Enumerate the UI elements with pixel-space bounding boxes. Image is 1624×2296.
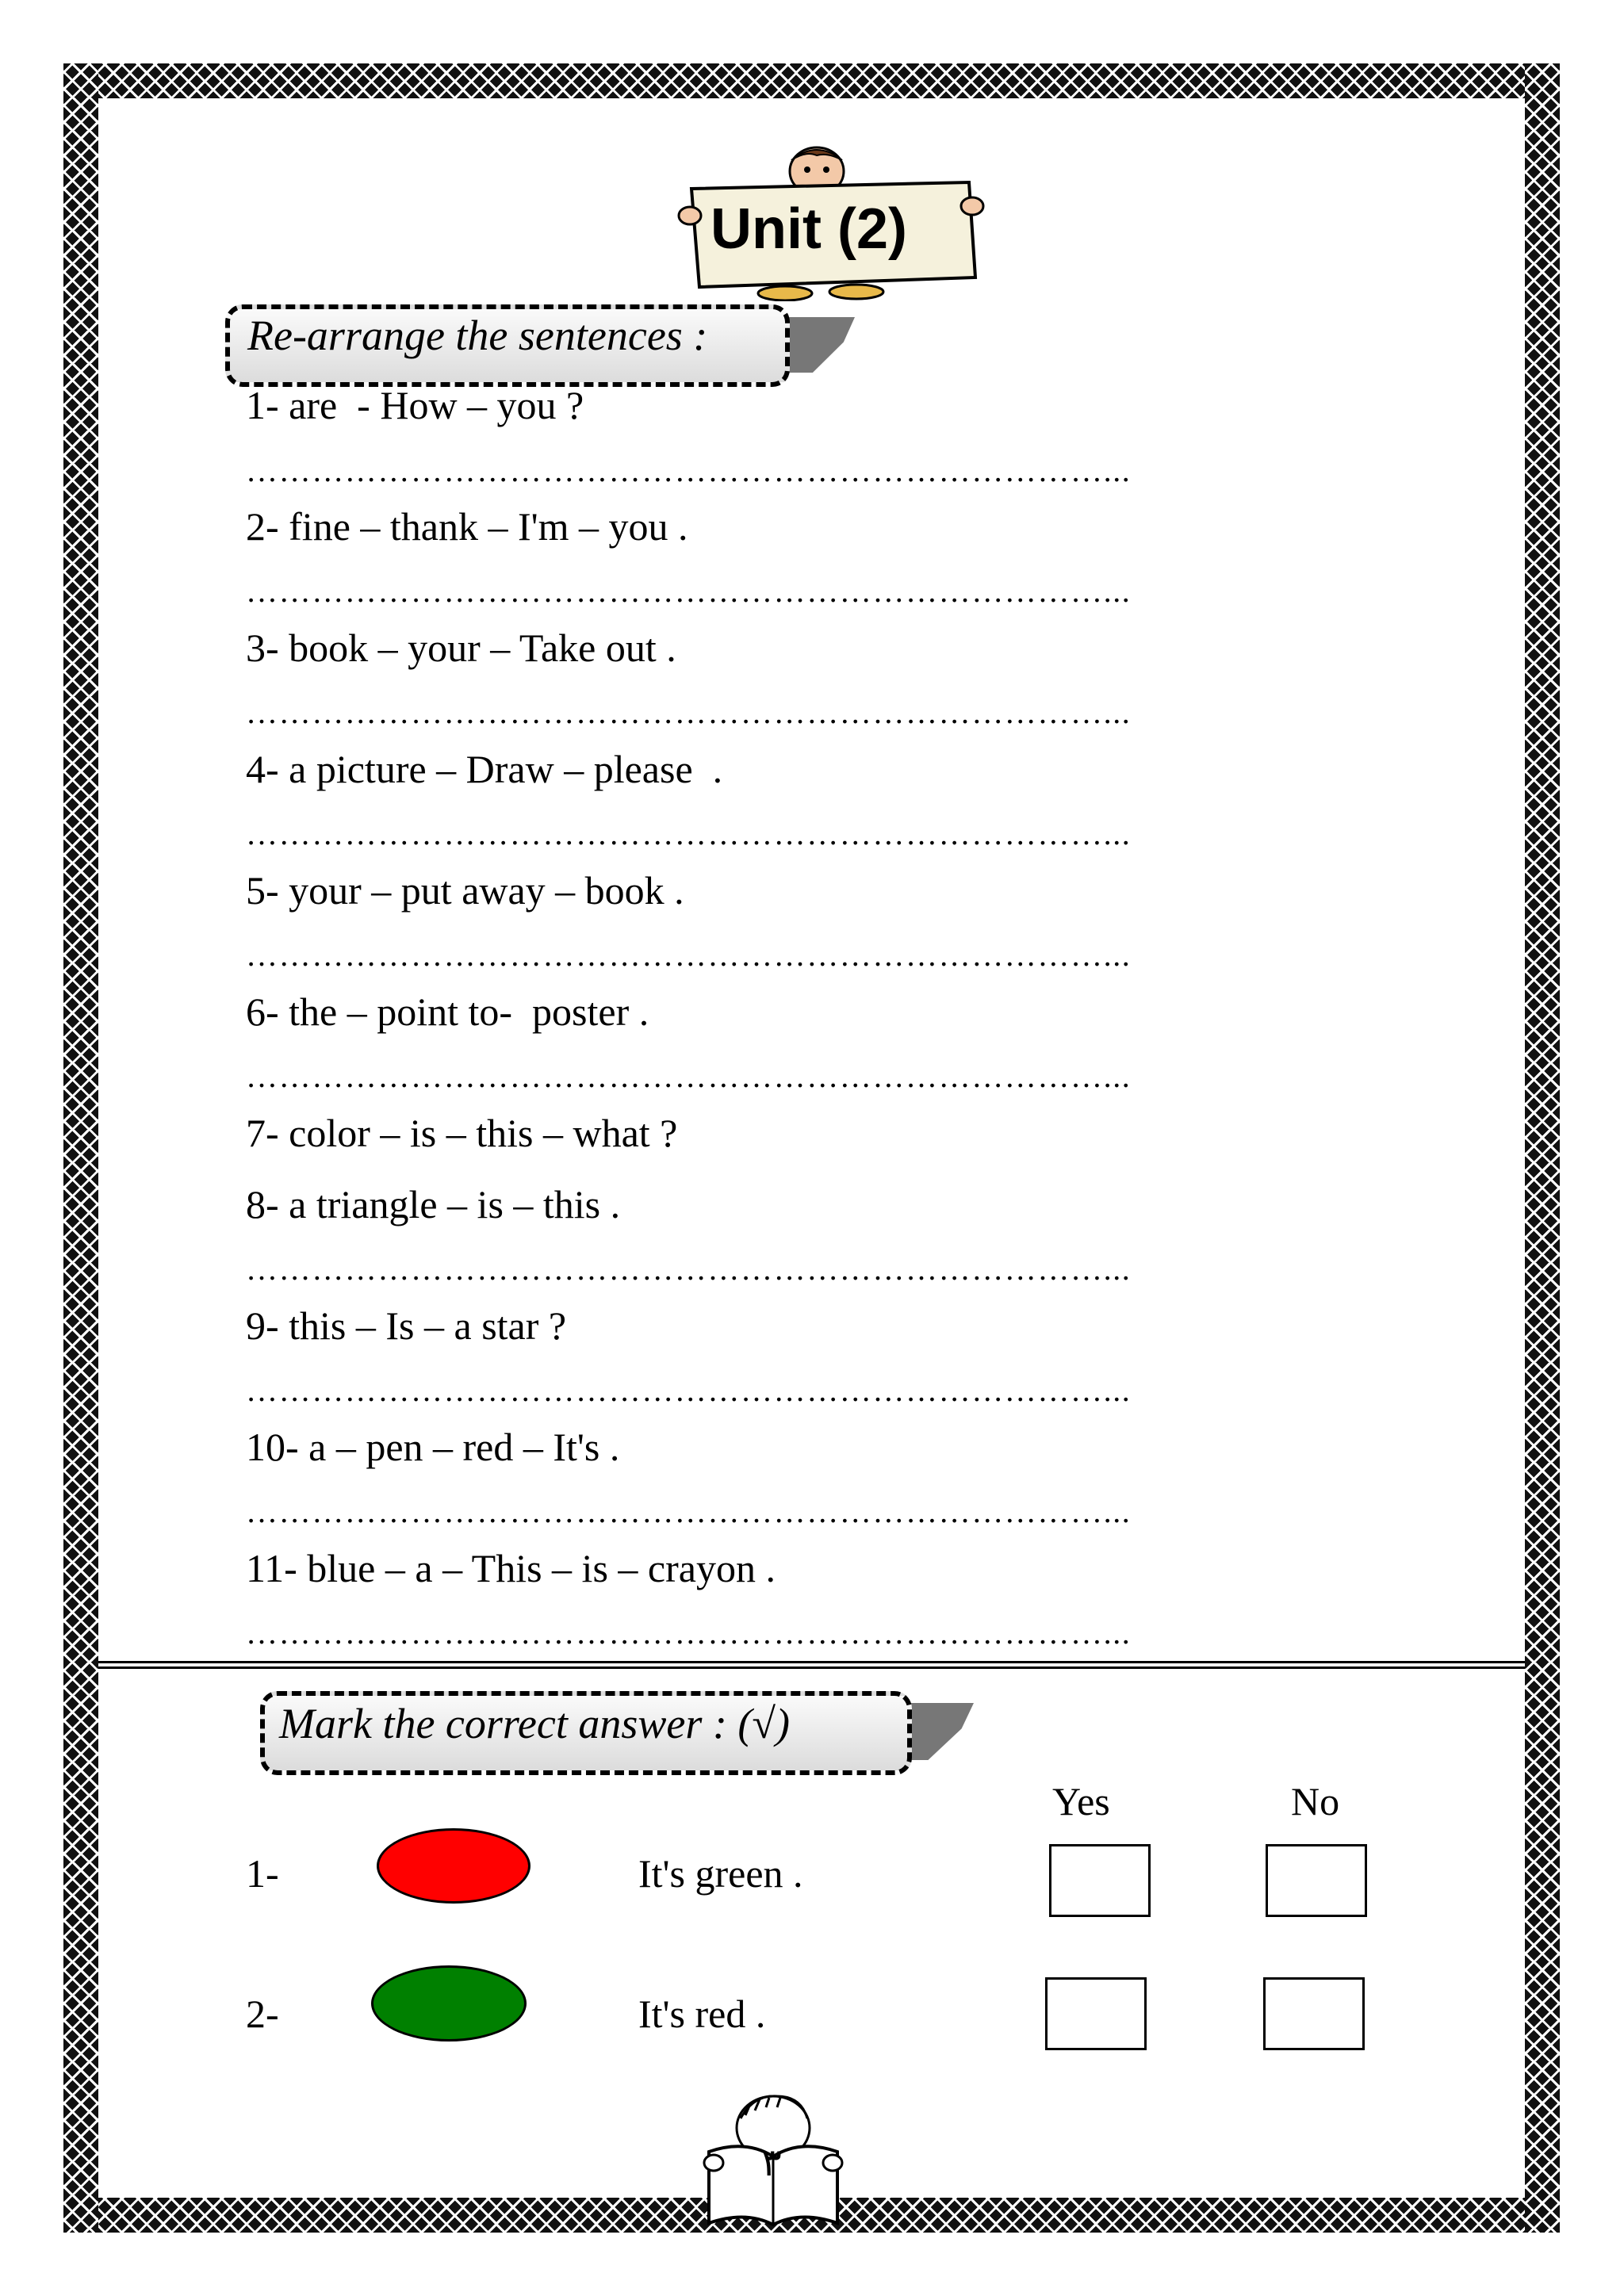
rearrange-item: 7- color – is – this – what ? [246, 1111, 678, 1155]
mark-heading: Mark the correct answer : (√) [279, 1700, 790, 1747]
page-title: Unit (2) [710, 197, 907, 261]
rearrange-item: 8- a triangle – is – this . [246, 1182, 621, 1226]
rearrange-item: 9- this – Is – a star ? [246, 1303, 567, 1348]
yes-column-header: Yes [1052, 1779, 1110, 1823]
answer-line: ……………………………………………………………………... [246, 695, 1132, 730]
answer-line: ……………………………………………………………………... [246, 573, 1132, 609]
answer-line: ……………………………………………………………………... [246, 1494, 1132, 1529]
red-color-blob [377, 1828, 530, 1904]
page-border-right [1525, 63, 1560, 2233]
rearrange-item: 11- blue – a – This – is – crayon . [246, 1546, 776, 1590]
rearrange-item: 4- a picture – Draw – please . [246, 747, 723, 791]
rearrange-item: 6- the – point to- poster . [246, 989, 649, 1034]
yes-checkbox[interactable] [1049, 1844, 1151, 1917]
mark-item-number: 1- [246, 1851, 279, 1896]
no-column-header: No [1291, 1779, 1340, 1823]
answer-line: ……………………………………………………………………... [246, 1372, 1132, 1408]
rearrange-item: 2- fine – thank – I'm – you . [246, 504, 688, 549]
yes-checkbox[interactable] [1045, 1977, 1147, 2050]
answer-line: ……………………………………………………………………... [246, 1251, 1132, 1287]
rearrange-item: 5- your – put away – book . [246, 868, 684, 913]
page-border-top [63, 63, 1560, 98]
answer-line: ……………………………………………………………………... [246, 816, 1132, 851]
answer-line: ……………………………………………………………………... [246, 937, 1132, 973]
green-color-blob [371, 1965, 527, 2042]
mark-item-text: It's green . [638, 1851, 803, 1896]
answer-line: ……………………………………………………………………... [246, 453, 1132, 488]
rearrange-heading: Re-arrange the sentences : [247, 312, 708, 359]
section-divider [98, 1661, 1525, 1669]
page-number: ٣ [761, 2141, 782, 2185]
answer-line: ……………………………………………………………………... [246, 1615, 1132, 1651]
answer-line: ……………………………………………………………………... [246, 1058, 1132, 1094]
rearrange-item: 1- are - How – you ? [246, 383, 584, 427]
rearrange-item: 10- a – pen – red – It's . [246, 1425, 620, 1469]
rearrange-item: 3- book – your – Take out . [246, 626, 676, 670]
mark-item-number: 2- [246, 1992, 279, 2036]
mark-item-text: It's red . [638, 1992, 766, 2036]
page-border-left [63, 63, 98, 2233]
no-checkbox[interactable] [1266, 1844, 1367, 1917]
no-checkbox[interactable] [1263, 1977, 1365, 2050]
